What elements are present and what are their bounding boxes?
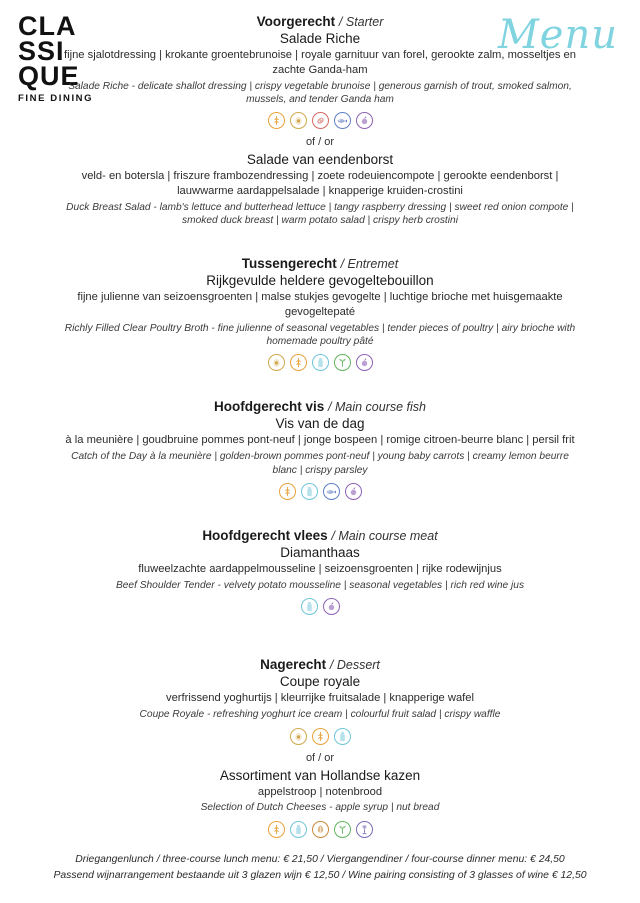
course-section — [40, 657, 600, 837]
course-title — [40, 256, 600, 271]
allergen-egg-icon — [290, 112, 307, 129]
course-section — [40, 399, 600, 500]
course-title — [40, 399, 600, 414]
dish-description-nl: verfrissend yoghurtijs | kleurrijke fruitsalade | knapperige wafel — [165, 692, 475, 705]
allergen-gluten-icon — [312, 728, 329, 745]
dish-description-nl: fluweelzachte aardappelmousseline | seizoensgroenten | rijke rodewijnjus — [138, 563, 502, 576]
allergen-gluten-icon — [268, 821, 285, 838]
logo-tagline: FINE DINING — [18, 93, 94, 105]
logo-line-1: CLA — [18, 11, 77, 41]
allergen-celery-icon — [334, 354, 351, 371]
dish-block — [40, 545, 600, 615]
logo-line-2: SSI — [18, 35, 65, 66]
dish-name: Assortiment van Hollandse kazen — [219, 767, 421, 783]
dish-description-nl: fijne sjalotdressing | krokante groentebrunoise | royale garnituur van forel, gerookte zalm, mosseltjes en zachte Ganda-ham — [63, 49, 576, 76]
allergen-milk-icon — [290, 821, 307, 838]
allergen-mustard-icon — [345, 483, 362, 500]
or-separator: of / or — [305, 751, 335, 764]
allergen-mustard-icon — [356, 354, 373, 371]
allergen-milk-icon — [312, 354, 329, 371]
course-title — [40, 528, 600, 543]
allergen-mustard-icon — [356, 112, 373, 129]
dish-description-en: Beef Shoulder Tender - velvety potato mousseline | seasonal vegetables | rich red wine jus — [115, 579, 525, 591]
dish-block — [40, 674, 600, 744]
allergen-celery-icon — [334, 821, 351, 838]
allergen-icon-row — [40, 483, 600, 500]
allergen-egg-icon — [268, 354, 285, 371]
course-title — [40, 14, 600, 29]
allergen-icon-row — [40, 598, 600, 615]
allergen-mustard-icon — [323, 598, 340, 615]
dish-name: Salade van eendenborst — [246, 152, 394, 168]
allergen-milk-icon — [301, 598, 318, 615]
allergen-nuts-icon — [312, 821, 329, 838]
dish-description-en: Catch of the Day à la meunière | golden-brown pommes pont-neuf | young baby carrots | creamy lemon beurre blanc | crispy parsley — [71, 451, 569, 476]
course-section — [40, 14, 600, 228]
allergen-gluten-icon — [268, 112, 285, 129]
allergen-icon-row — [40, 354, 600, 371]
course-title-en: / Main course fish — [328, 400, 426, 415]
footer-line-wine: Passend wijnarrangement bestaande uit 3 glazen wijn € 12,50 / Wine pairing consisting of 3 glasses of wine € 12,50 — [53, 870, 587, 882]
dish-name: Salade Riche — [279, 31, 361, 46]
course-title-nl: Tussengerecht — [241, 255, 337, 271]
course-title-nl: Voorgerecht — [256, 14, 336, 29]
course-section — [40, 528, 600, 615]
dish-description-en: Duck Breast Salad - lamb's lettuce and butterhead lettuce | tangy raspberry dressing | sweet red onion compote | smoked duck breast | warm potato salad | crispy herb crostini — [66, 202, 574, 227]
dish-description-en: Coupe Royale - refreshing yoghurt ice cream | colourful fruit salad | crispy waffle — [139, 709, 501, 721]
dish-name: Coupe royale — [279, 674, 361, 690]
dish-description-nl: à la meunière | goudbruine pommes pont-neuf | jonge bospeen | romige citroen-beurre blanc | persil frit — [65, 434, 575, 447]
course-title-en: / Starter — [338, 15, 384, 29]
dish-block — [40, 31, 600, 129]
dish-description-en: Richly Filled Clear Poultry Broth - fine julienne of seasonal vegetables | tender pieces of poultry | airy brioche with homemade poultry pâté — [64, 322, 576, 347]
allergen-icon-row — [40, 112, 600, 129]
dish-description-nl: fijne julienne van seizoensgroenten | malse stukjes gevogelte | luchtige brioche met huisgemaakte gevogeltepaté — [77, 290, 563, 318]
dish-block — [40, 768, 600, 838]
allergen-icon-row — [40, 821, 600, 838]
logo-line-3: QUE — [18, 60, 80, 91]
dish-name: Vis van de dag — [275, 416, 365, 432]
footer-line-prices: Driegangenlunch / three-course lunch menu: € 21,50 / Viergangendiner / four-course dinner menu: € 24,50 — [75, 853, 565, 865]
course-title-nl: Hoofdgerecht vis — [213, 399, 325, 415]
course-title-nl: Hoofdgerecht vlees — [202, 528, 328, 544]
allergen-egg-icon — [290, 728, 307, 745]
course-title-nl: Nagerecht — [260, 657, 327, 673]
allergen-icon-row — [40, 728, 600, 745]
allergen-milk-icon — [301, 483, 318, 500]
dish-name: Rijkgevulde heldere gevogeltebouillon — [206, 272, 434, 288]
allergen-fish-icon — [334, 112, 351, 129]
allergen-fish-icon — [323, 483, 340, 500]
dish-block — [40, 152, 600, 227]
menu-heading: Menu — [497, 12, 618, 58]
dish-description-en: Salade Riche - delicate shallot dressing | crispy vegetable brunoise | generous garnish of trout, smoked salmon, mussels, and tender Ganda ham — [68, 80, 572, 106]
allergen-soy-icon — [312, 112, 329, 129]
dish-block — [40, 273, 600, 371]
allergen-gluten-icon — [279, 483, 296, 500]
allergen-sulfite-icon — [356, 821, 373, 838]
course-title-en: / Dessert — [329, 658, 380, 673]
dish-description-en: Selection of Dutch Cheeses - apple syrup | nut bread — [200, 802, 440, 814]
dish-block — [40, 416, 600, 500]
course-title-en: / Entremet — [340, 256, 399, 271]
allergen-milk-icon — [334, 728, 351, 745]
dish-description-nl: veld- en botersla | friszure frambozendressing | zoete rodeuiencompote | gerookte eendenborst | lauwwarme aardappelsalade | knapperige kruiden-crostini — [81, 170, 559, 198]
menu-footer — [0, 852, 640, 885]
course-section — [40, 256, 600, 371]
allergen-gluten-icon — [290, 354, 307, 371]
course-title-en: / Main course meat — [331, 529, 438, 544]
course-title — [40, 657, 600, 672]
or-separator: of / or — [305, 136, 335, 149]
dish-description-nl: appelstroop | notenbrood — [257, 785, 383, 798]
dish-name: Diamanthaas — [280, 545, 360, 561]
